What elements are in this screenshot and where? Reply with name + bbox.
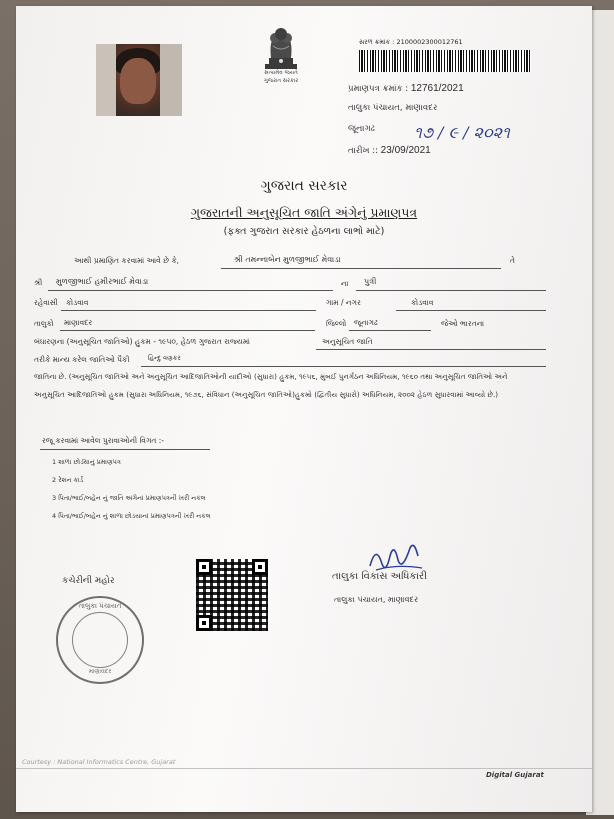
stamp-top-text: તાલુકા પંચાયત bbox=[78, 602, 122, 610]
category-value: અનુસૂચિત જાતિ bbox=[322, 337, 373, 346]
district-value: જૂનાગઢ bbox=[354, 318, 378, 327]
father-name: મુળજીભાઈ હમીરભાઈ મેવાડા bbox=[56, 277, 149, 286]
barcode-number: સરળ ક્રમાંક : 2100002300012761 bbox=[359, 38, 463, 46]
certificate-page bbox=[16, 6, 592, 812]
government-title: ગુજરાત સરકાર bbox=[260, 178, 348, 194]
underline bbox=[221, 268, 501, 269]
village-label: ગામ / નગર bbox=[326, 298, 361, 307]
relation-value: પુત્રી bbox=[364, 277, 377, 286]
underline bbox=[396, 310, 546, 311]
underline bbox=[141, 366, 546, 367]
document-item: 4 પિતા/ભાઈ/બહેન નું શાળા છોડયાનાં પ્રમાણપત્રની ખરી નકલ bbox=[52, 512, 211, 520]
documents-heading: રજૂ કરવામાં આવેલ પુરાવાઓની વિગત :- bbox=[42, 436, 165, 445]
underline bbox=[61, 310, 316, 311]
office-line: તાલુકા પંચાયત, માણાવદર bbox=[348, 103, 438, 113]
resident-label: રહેવાસી bbox=[34, 298, 58, 307]
underline bbox=[316, 349, 546, 350]
certify-text: આથી પ્રમાણિત કરવામાં આવે છે કે, bbox=[74, 256, 180, 265]
underline bbox=[349, 330, 431, 331]
document-item: 1 શાળા છોડ્યાનું પ્રમાણપત્ર bbox=[52, 458, 121, 466]
district-field-label: જિલ્લો bbox=[326, 319, 347, 328]
district-label: જૂનાગઢ bbox=[348, 124, 375, 134]
underline bbox=[60, 330, 315, 331]
document-item: 3 પિતા/ભાઈ/બહેન નું જાતિ અંગેનાં પ્રમાણપત્રની ખરી નકલ bbox=[52, 494, 206, 502]
taluka-label: તાલુકો bbox=[34, 319, 54, 328]
stamp-bottom-text: માણાવદર bbox=[88, 668, 112, 675]
date-row bbox=[348, 145, 431, 156]
certificate-number-label: પ્રમાણપત્ર ક્રમાંક : bbox=[348, 84, 409, 94]
officer-title: તાલુકા વિકાસ અધિકારી bbox=[332, 571, 427, 582]
certificate-subtitle: (ફક્ત ગુજરાત સરકાર હેઠળના લાભો માટે) bbox=[223, 226, 385, 237]
father-prefix: શ્રી bbox=[34, 278, 43, 287]
holder-name: શ્રી તમન્નાબેન મુળજીભાઈ મેવાડા bbox=[234, 255, 341, 264]
village-value: કોડવાવ bbox=[411, 298, 434, 307]
emblem-caption-bottom: ગુજરાત સરકાર bbox=[263, 78, 299, 84]
handwritten-date: ૧૭ / ૯ / ૨૦૨૧ bbox=[414, 123, 510, 142]
relation-label: ના bbox=[341, 279, 349, 288]
officer-office: તાલુકા પંચાયત, માણાવદર bbox=[334, 595, 419, 604]
underline bbox=[48, 290, 333, 291]
certificate-title: ગુજરાતની અનુસૂચિત જાતિ અંગેનું પ્રમાણપત્ર bbox=[190, 205, 418, 220]
taluka-value: માણાવદર bbox=[64, 318, 93, 327]
footer-brand: Digital Gujarat bbox=[486, 771, 544, 779]
barcode bbox=[359, 50, 531, 72]
holder-suffix: તે bbox=[510, 256, 515, 265]
seal-label: કચેરીની મહોર bbox=[62, 576, 115, 586]
document-item: 2 રેશન કાર્ડ bbox=[52, 476, 84, 484]
holder-photo bbox=[96, 44, 182, 116]
certificate-number-row bbox=[348, 83, 464, 94]
caste-value: હિન્દુ વણકર bbox=[148, 354, 181, 362]
resident-value: કોડવાવ bbox=[66, 298, 89, 307]
underline bbox=[40, 449, 210, 450]
underline bbox=[356, 290, 546, 291]
qr-code bbox=[196, 559, 268, 631]
certificate-number: 12761/2021 bbox=[410, 83, 464, 94]
national-emblem-icon bbox=[253, 22, 309, 88]
footer-divider bbox=[16, 768, 592, 769]
emblem-caption-top: સત્યમેવ જયતે bbox=[264, 70, 298, 76]
legal-paragraph: જાતિના છે. (અનુસૂચિત જાતિઓ અને અનુસૂચિત આદિજાતિઓની યાદીઓ (સુધારા) હુકમ, ૧૯૫૬, મુંબઈ પુનર્ગઠન અધિનિયમ, ૧૯૬૦ તથા અનુસૂચિત જાતિઓ અને અનુસૂચિત આદિજાતિઓ હુકમ (સુધારા અધિનિયમ, ૧૯૭૬, સંવિધાન (અનુસૂચિત જાતિઓ)હુકમો (દ્વિતીય સુધારો) અધિનિયમ, ૨૦૦૨ હેઠળ સુધારવામાં આવ્યો છે.) bbox=[34, 372, 508, 399]
state-text: જેઓ ભારતના bbox=[441, 319, 485, 328]
footer-courtesy: Courtesy : National Informatics Centre, Gujarat bbox=[22, 758, 176, 766]
date-value: 23/09/2021 bbox=[380, 145, 431, 156]
caste-text: તરીકે માન્ય કરેલ જાતિઓ પૈકી bbox=[34, 355, 130, 364]
date-label: તારીખ :: bbox=[348, 146, 378, 156]
office-seal-stamp bbox=[56, 596, 144, 684]
order-text: બંધારણના (અનુસૂચિત જાતિઓ) હુકમ - ૧૯૫૦, હેઠળ ગુજરાત રાજ્યમાં bbox=[34, 337, 250, 346]
